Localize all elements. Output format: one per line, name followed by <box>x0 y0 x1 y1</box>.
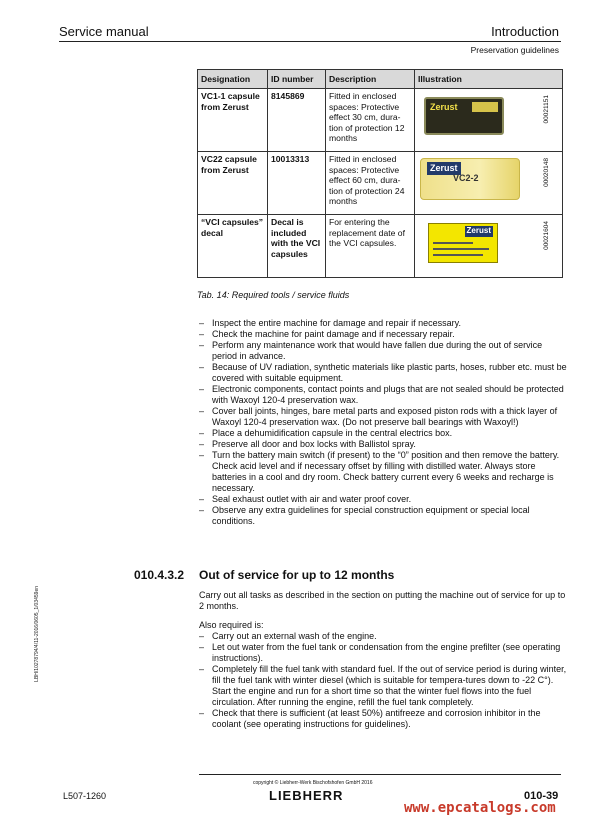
illustration-cell <box>415 89 563 152</box>
manual-title: Service manual <box>59 24 149 39</box>
list-item: – Cover ball joints, hinges, bare metal parts and exposed piston rods with a thick layer of Waxoyl 120-4 preservation wax. (Do not preserve ball bearings with Waxoyl!) <box>199 406 567 428</box>
list-item: – Completely fill the fuel tank with standard fuel. If the out of service period is during winter, fill the fuel tank with winter diesel (which is suitable for tempera-tures down to -22 C°). Start the engine and run for a short time so that the winter fuel flows into the fuel circulation. After running the engine, refill the fuel tank completely. <box>199 664 567 708</box>
list-item: – Electronic components, contact points and plugs that are not sealed should be protected with Waxoyl 120-4 preservation wax. <box>199 384 567 406</box>
description-cell: Fitted in enclosed spaces: Protective effect 30 cm, dura-tion of protection 12 months <box>326 89 415 152</box>
column-header: ID number <box>268 70 326 89</box>
list-item: – Inspect the entire machine for damage and repair if necessary. <box>199 318 567 329</box>
list-item: – Check that there is sufficient (at least 50%) antifreeze and corrosion inhibitor in the coolant (see operating instructions for guidelines). <box>199 708 567 730</box>
document-code: L507-1260 <box>63 791 107 801</box>
list-item: – Because of UV radiation, synthetic materials like plastic parts, hoses, rubber etc. must be covered with suitable equipment. <box>199 362 567 384</box>
illustration-cell <box>415 215 563 278</box>
description-cell: For entering the replacement date of the VCI capsules. <box>326 215 415 278</box>
designation-cell: “VCI capsules” decal <box>198 215 268 278</box>
copyright-text: copyright © Liebherr-Werk Bischofshofen GmbH 2016 <box>253 780 373 786</box>
id-cell: 8145869 <box>268 89 326 152</box>
list-item: – Place a dehumidification capsule in the central electrics box. <box>199 428 567 439</box>
illustration-code: 00021151 <box>543 95 551 124</box>
vc1-capsule-image <box>424 97 504 135</box>
section-subtitle: Preservation guidelines <box>470 45 559 55</box>
list-item: – Carry out an external wash of the engine. <box>199 631 567 642</box>
preservation-checklist <box>199 318 567 527</box>
column-header: Designation <box>198 70 268 89</box>
list-item: – Observe any extra guidelines for special construction equipment or special local conditions. <box>199 505 567 527</box>
capsule-model-label: VC2-2 <box>453 173 479 183</box>
list-item: – Perform any maintenance work that would have fallen due during the out of service period in advance. <box>199 340 567 362</box>
footer-rule <box>199 774 561 775</box>
section-number: 010.4.3.2 <box>134 568 185 582</box>
description-cell: Fitted in enclosed spaces: Protective effect 60 cm, dura-tion of protection 24 months <box>326 152 415 215</box>
table-header-row <box>198 70 563 89</box>
list-item: – Let out water from the fuel tank or condensation from the engine prefilter (see operating instructions). <box>199 642 567 664</box>
zerust-logo: Zerust <box>466 226 491 235</box>
table-row <box>198 89 563 152</box>
list-item: – Check the machine for paint damage and if necessary repair. <box>199 329 567 340</box>
table-caption: Tab. 14: Required tools / service fluids <box>197 290 350 300</box>
watermark-link[interactable]: www.epcatalogs.com <box>404 800 556 816</box>
table-row <box>198 152 563 215</box>
vc22-capsule-image <box>420 158 520 200</box>
list-item: – Preserve all door and box locks with Ballistol spray. <box>199 439 567 450</box>
designation-cell: VC22 capsule from Zerust <box>198 152 268 215</box>
list-item: – Seal exhaust outlet with air and water proof cover. <box>199 494 567 505</box>
designation-cell: VC1-1 capsule from Zerust <box>198 89 268 152</box>
list-item: – Turn the battery main switch (if present) to the “0” position and then remove the battery. Check acid level and if necessary offset by filling with distilled water. Always store batteries in a cool and dry room. Check battery current every 6 weeks and recharge is necessary. <box>199 450 567 494</box>
illustration-cell <box>415 152 563 215</box>
illustration-code: 00020148 <box>543 158 551 187</box>
zerust-logo: Zerust <box>430 102 458 112</box>
id-cell: 10013313 <box>268 152 326 215</box>
document-side-code: LBH/10278794/4/11-2016/0605_1/03459en <box>34 586 40 682</box>
section-title: Out of service for up to 12 months <box>199 568 395 582</box>
header-rule <box>59 41 561 42</box>
id-cell: Decal is included with the VCI capsules <box>268 215 326 278</box>
liebherr-logo: LIEBHERR <box>269 788 344 803</box>
column-header: Illustration <box>415 70 563 89</box>
illustration-code: 00021604 <box>543 221 551 250</box>
table-row <box>198 215 563 278</box>
chapter-title: Introduction <box>491 24 559 39</box>
section-task-list <box>199 631 567 730</box>
also-required-label: Also required is: <box>199 620 264 630</box>
zerust-logo: Zerust <box>427 162 461 175</box>
tools-table <box>197 69 563 278</box>
column-header: Description <box>326 70 415 89</box>
section-intro: Carry out all tasks as described in the section on putting the machine out of service for up to 2 months. <box>199 590 566 611</box>
page-number: 010-39 <box>524 790 559 802</box>
vci-decal-image <box>428 223 498 263</box>
